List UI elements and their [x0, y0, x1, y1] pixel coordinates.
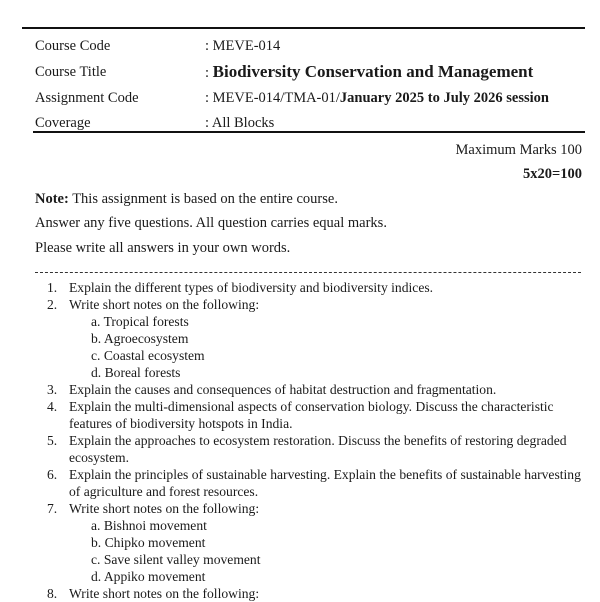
assignment-code-value	[205, 89, 549, 107]
question-text: Explain the different types of biodiversity and biodiversity indices.	[69, 280, 434, 295]
sub-question: c. Coastal ecosystem	[91, 348, 205, 363]
note-text: This assignment is based on the entire course.	[68, 191, 338, 207]
sub-question: b. Agroecosystem	[91, 331, 189, 346]
sub-question: d. Boreal forests	[91, 365, 181, 380]
question-list	[47, 279, 587, 602]
question-item	[47, 466, 587, 500]
question-text: Write short notes on the following:	[69, 297, 260, 312]
question-number: 3.	[47, 382, 58, 397]
question-item	[47, 296, 587, 381]
coverage-value: : All Blocks	[205, 115, 275, 131]
question-item	[47, 500, 587, 585]
question-text: Explain the multi-dimensional aspects of conservation biology. Discuss the characteristic features of biodiversity hotspots in India.	[69, 399, 554, 431]
marks-breakdown: 5x20=100	[522, 166, 582, 182]
assignment-code-prefix: : MEVE-014/TMA-01/	[205, 90, 340, 106]
sub-question: a. Bishnoi movement	[91, 518, 207, 533]
question-item	[47, 432, 587, 466]
assignment-session: January 2025 to July 2026 session	[339, 90, 549, 106]
sub-question: b. Chipko movement	[91, 535, 206, 550]
course-title-value	[205, 63, 533, 82]
question-number: 7.	[47, 501, 58, 516]
question-number: 1.	[47, 280, 58, 295]
instruction-answer-five: Answer any five questions. All question carries equal marks.	[35, 215, 387, 231]
question-number: 5.	[47, 433, 58, 448]
header-bottom-rule	[33, 131, 585, 133]
question-item	[47, 279, 587, 296]
course-title-label: Course Title	[35, 64, 107, 80]
sub-question: a. Tropical forests	[91, 314, 189, 329]
course-title-text: Biodiversity Conservation and Management	[212, 62, 534, 81]
question-text: Explain the approaches to ecosystem restoration. Discuss the benefits of restoring degraded ecosystem.	[69, 433, 567, 465]
note-line	[35, 191, 338, 208]
note-label: Note:	[35, 191, 69, 207]
maximum-marks: Maximum Marks 100	[455, 142, 582, 158]
question-item	[47, 585, 587, 602]
question-number: 2.	[47, 297, 58, 312]
assignment-code-label: Assignment Code	[35, 90, 139, 106]
instruction-own-words: Please write all answers in your own words.	[35, 240, 291, 256]
course-code-value: : MEVE-014	[205, 38, 281, 54]
course-code-label: Course Code	[35, 38, 111, 54]
question-item	[47, 398, 587, 432]
sub-question: d. Appiko movement	[91, 569, 206, 584]
header-top-rule	[22, 27, 585, 29]
question-text: Explain the causes and consequences of habitat destruction and fragmentation.	[69, 382, 497, 397]
question-text: Explain the principles of sustainable harvesting. Explain the benefits of sustainable harvesting of agriculture and forest resources.	[69, 467, 581, 499]
dashed-separator	[35, 272, 581, 273]
coverage-label: Coverage	[35, 115, 91, 131]
course-title-prefix: :	[205, 65, 213, 81]
question-item	[47, 381, 587, 398]
sub-question: c. Save silent valley movement	[91, 552, 261, 567]
question-text: Write short notes on the following:	[69, 501, 260, 516]
question-number: 4.	[47, 399, 58, 414]
question-number: 6.	[47, 467, 58, 482]
question-text: Write short notes on the following:	[69, 586, 260, 601]
question-number: 8.	[47, 586, 58, 601]
